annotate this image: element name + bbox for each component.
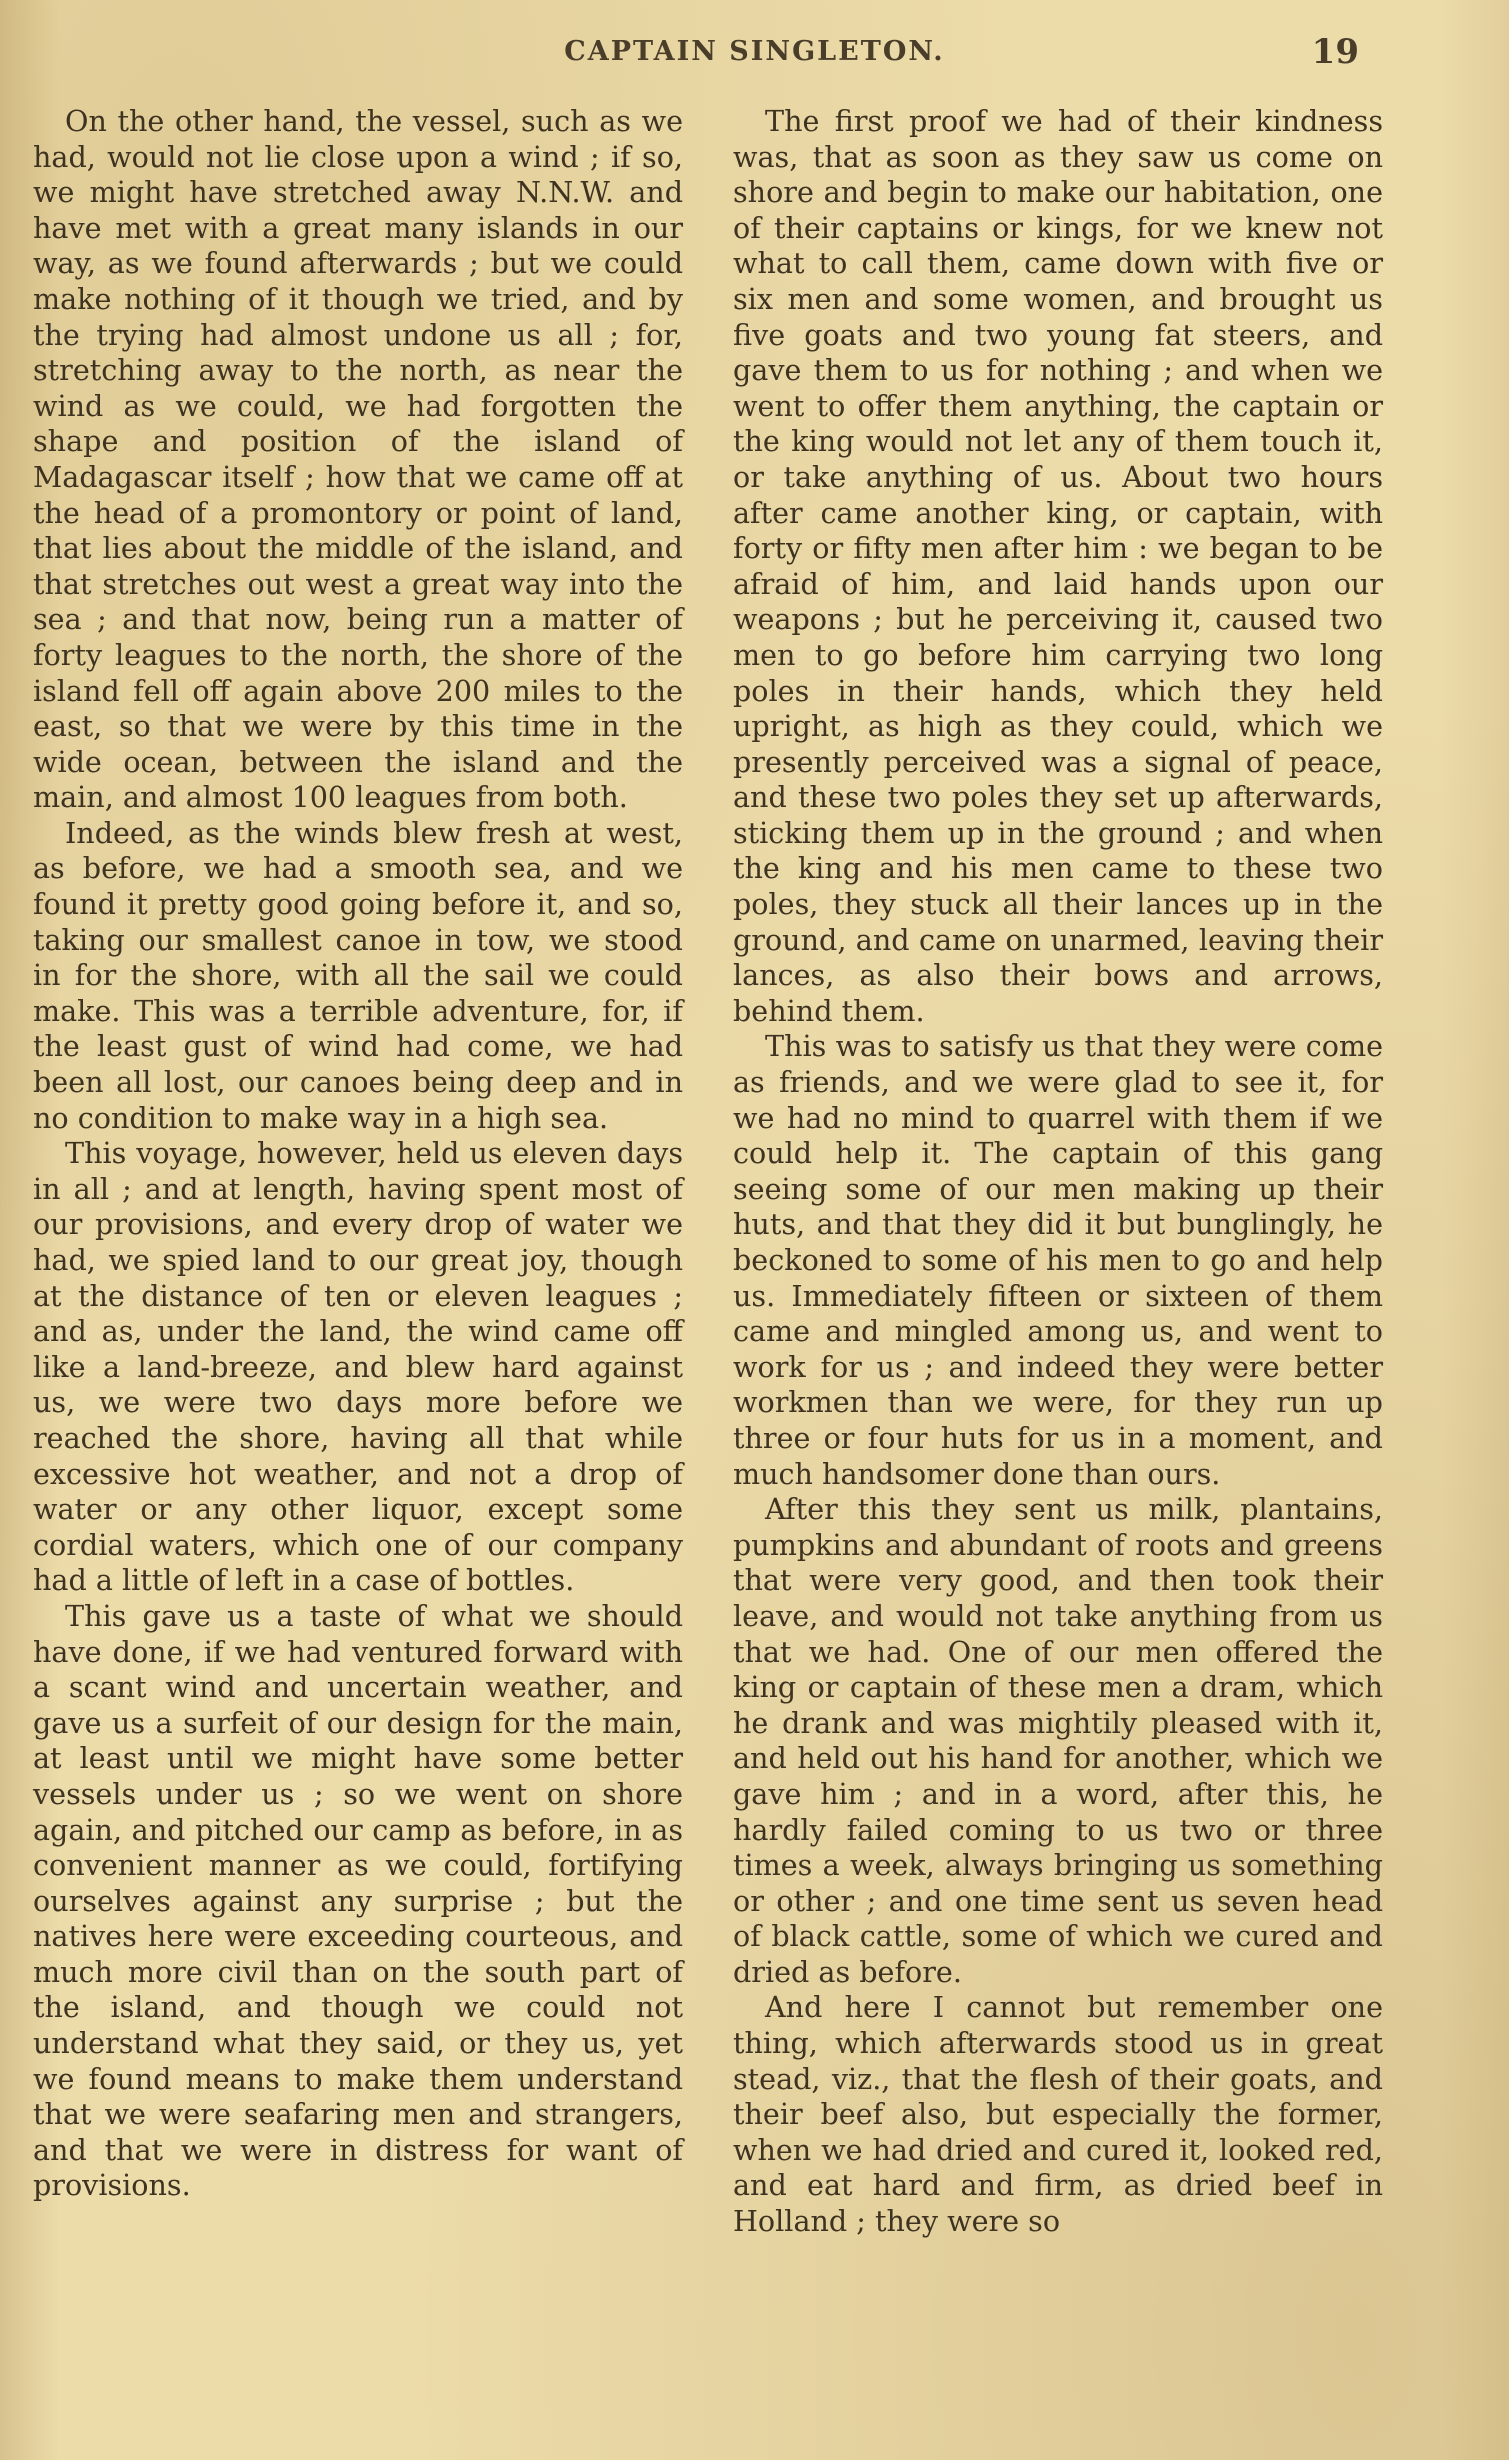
paragraph: This voyage, however, held us eleven days in all ; and at length, having spent most of our provisions, and every drop of water we had, we spied land to our great joy, though at the distance of ten or eleven leagues ; and as, under the land, the wind came off like a land-breeze, and blew hard against us, we were two days more before we reached the shore, having all that while excessive hot weather, and not a drop of water or any other liquor, except some cordial waters, which one of our company had a little of left in a case of bottles. bbox=[33, 1136, 683, 1598]
paragraph: This was to satisfy us that they were come as friends, and we were glad to see it, for we had no mind to quarrel with them if we could help it. The captain of this gang seeing some of our men making up their huts, and that they did it but bunglingly, he beckoned to some of his men to go and help us. Immediately fifteen or sixteen of them came and mingled among us, and went to work for us ; and indeed they were better workmen than we were, for they run up three or four huts for us in a moment, and much handsomer done than ours. bbox=[733, 1029, 1383, 1491]
paragraph: Indeed, as the winds blew fresh at west, as before, we had a smooth sea, and we found it pretty good going before it, and so, taking our smallest canoe in tow, we stood in for the shore, with all the sail we could make. This was a terrible adventure, for, if the least gust of wind had come, we had been all lost, our canoes being deep and in no condition to make way in a high sea. bbox=[33, 815, 683, 1135]
paragraph: This gave us a taste of what we should have done, if we had ventured forward with a scant wind and uncertain weather, and gave us a surfeit of our design for the main, at least until we might have some better vessels under us ; so we went on shore again, and pitched our camp as before, in as convenient manner as we could, fortifying ourselves against any surprise ; but the natives here were exceeding courteous, and much more civil than on the south part of the island, and though we could not understand what they said, or they us, yet we found means to make them understand that we were seafaring men and strangers, and that we were in distress for want of provisions. bbox=[33, 1598, 683, 2203]
page-number: 19 bbox=[1311, 32, 1359, 72]
paragraph: The first proof we had of their kindness was, that as soon as they saw us come on shore and begin to make our habitation, one of their captains or kings, for we knew not what to call them, came down with five or six men and some women, and brought us five goats and two young fat steers, and gave them to us for nothing ; and when we went to offer them anything, the captain or the king would not let any of them touch it, or take anything of us. About two hours after came another king, or captain, with forty or fifty men after him : we began to be afraid of him, and laid hands upon our weapons ; but he perceiving it, caused two men to go before him carrying two long poles in their hands, which they held upright, as high as they could, which we presently perceived was a signal of peace, and these two poles they set up afterwards, sticking them up in the ground ; and when the king and his men came to these two poles, they stuck all their lances up in the ground, and came on unarmed, leaving their lances, as also their bows and arrows, behind them. bbox=[733, 104, 1383, 1028]
paragraph: And here I cannot but remember one thing, which afterwards stood us in great stead, viz., that the flesh of their goats, and their beef also, but especially the former, when we had dried and cured it, looked red, and eat hard and firm, as dried beef in Holland ; they were so bbox=[733, 1990, 1383, 2239]
running-title: CAPTAIN SINGLETON. bbox=[564, 36, 945, 67]
left-column bbox=[33, 104, 683, 2204]
right-column bbox=[733, 104, 1383, 2240]
paragraph: After this they sent us milk, plantains, pumpkins and abundant of roots and greens that were very good, and then took their leave, and would not take anything from us that we had. One of our men offered the king or captain of these men a dram, which he drank and was mightily pleased with it, and held out his hand for another, which we gave him ; and in a word, after this, he hardly failed coming to us two or three times a week, always bringing us something or other ; and one time sent us seven head of black cattle, some of which we cured and dried as before. bbox=[733, 1492, 1383, 1989]
paragraph: On the other hand, the vessel, such as we had, would not lie close upon a wind ; if so, we might have stretched away N.N.W. and have met with a great many islands in our way, as we found afterwards ; but we could make nothing of it though we tried, and by the trying had almost undone us all ; for, stretching away to the north, as near the wind as we could, we had forgotten the shape and position of the island of Madagascar itself ; how that we came off at the head of a promontory or point of land, that lies about the middle of the island, and that stretches out west a great way into the sea ; and that now, being run a matter of forty leagues to the north, the shore of the island fell off again above 200 miles to the east, so that we were by this time in the wide ocean, between the island and the main, and almost 100 leagues from both. bbox=[33, 104, 683, 815]
page-header bbox=[0, 30, 1509, 80]
